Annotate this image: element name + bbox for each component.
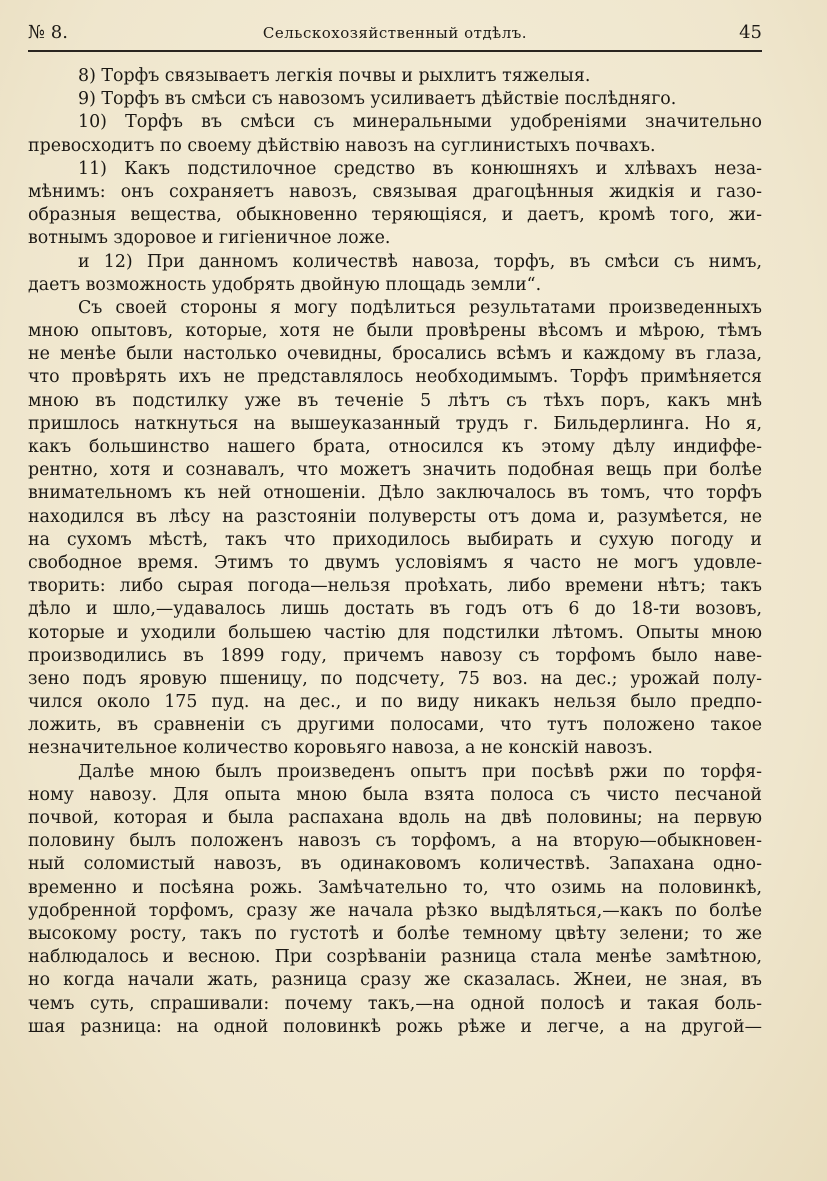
text-line-content: превосходитъ по своему дѣйствію навозъ на суглинистыхъ почвахъ. — [28, 135, 656, 156]
text-line-content: на сухомъ мѣстѣ, такъ что приходилось выбирать и сухую погоду и — [28, 529, 762, 550]
header-rule — [28, 50, 762, 52]
text-line — [28, 390, 762, 413]
text-line-content: мною опытовъ, которые, хотя не были провѣрены вѣсомъ и мѣрою, тѣмъ — [28, 321, 762, 342]
text-line — [28, 923, 762, 946]
text-line — [28, 274, 762, 297]
body-text — [28, 65, 762, 1039]
text-line — [28, 436, 762, 459]
text-line — [28, 946, 762, 969]
text-line-content: незначительное количество коровьяго навоза, а не конскій навозъ. — [28, 738, 653, 759]
text-line — [28, 482, 762, 505]
text-line-content: внимательномъ къ ней отношеніи. Дѣло заключалось въ томъ, что торфъ — [28, 483, 762, 504]
text-line-content: свободное время. Этимъ то двумъ условіямъ я часто не могъ удовле- — [28, 552, 762, 573]
text-line — [28, 111, 762, 134]
issue-number: № 8. — [28, 22, 68, 43]
text-line-content: 8) Торфъ связываетъ легкія почвы и рыхлитъ тяжелыя. — [78, 66, 591, 86]
text-line-content: чился около 175 пуд. на дес., и по виду никакъ нельзя было предпо- — [28, 692, 762, 713]
page-header — [28, 22, 762, 46]
text-line-content: даетъ возможность удобрять двойную площадь земли“. — [28, 274, 542, 295]
text-line — [28, 853, 762, 876]
text-line-content: ному навозу. Для опыта мною была взята полоса съ чисто песчаной — [28, 784, 762, 805]
text-line — [28, 297, 762, 320]
text-line-content: пришлось наткнуться на вышеуказанный трудъ г. Бильдерлинга. Но я, — [28, 413, 762, 434]
text-line-content: шая разница: на одной половинкѣ рожь рѣже и легче, а на другой— — [28, 1016, 762, 1037]
text-line — [28, 552, 762, 575]
text-line — [28, 1016, 762, 1039]
text-line — [28, 366, 762, 389]
text-line — [28, 227, 762, 250]
text-line — [28, 158, 762, 181]
text-line-content: что провѣрять ихъ не представлялось необходимымъ. Торфъ примѣняется — [28, 367, 762, 388]
text-line — [28, 993, 762, 1016]
text-line-content: Далѣе мною былъ произведенъ опытъ при посѣвѣ ржи по торфя- — [78, 761, 762, 782]
text-line-content: зено подъ яровую пшеницу, по подсчету, 75 воз. на дес.; урожай полу- — [28, 668, 762, 689]
text-line — [28, 413, 762, 436]
text-line-content: удобренной торфомъ, сразу же начала рѣзко выдѣляться,—какъ по болѣе — [28, 900, 762, 921]
text-line-content: рентно, хотя и сознавалъ, что можетъ значить подобная вещь при болѣе — [28, 460, 762, 481]
text-line — [28, 691, 762, 714]
text-line-content: Съ своей стороны я могу подѣлиться результатами произведенныхъ — [78, 297, 762, 318]
text-line — [28, 668, 762, 691]
text-line-content: ный соломистый навозъ, въ одинаковомъ количествѣ. Запахана одно- — [28, 854, 762, 875]
text-line — [28, 598, 762, 621]
text-line — [28, 65, 762, 88]
text-line-content: почвой, которая и была распахана вдоль на двѣ половины; на первую — [28, 808, 762, 828]
text-line-content: 10) Торфъ въ смѣси съ минеральными удобреніями значительно — [78, 112, 762, 133]
text-line — [28, 343, 762, 366]
text-line-content: мѣнимъ: онъ сохраняетъ навозъ, связывая драгоцѣнныя жидкія и газо- — [28, 181, 762, 202]
text-line — [28, 251, 762, 274]
text-line-content: и 12) При данномъ количествѣ навоза, торфъ, въ смѣси съ нимъ, — [78, 251, 762, 272]
text-line — [28, 506, 762, 529]
text-line-content: половину былъ положенъ навозъ съ торфомъ, а на вторую—обыкновен- — [28, 831, 762, 852]
text-line — [28, 320, 762, 343]
page-number: 45 — [739, 22, 762, 43]
text-line-content: временно и посѣяна рожь. Замѣчательно то, что озимь на половинкѣ, — [28, 877, 762, 898]
text-line-content: ложить, въ сравненіи съ другими полосами, что тутъ положено такое — [28, 715, 762, 736]
text-line — [28, 645, 762, 668]
text-line — [28, 459, 762, 482]
text-line-content: какъ большинство нашего брата, относился къ этому дѣлу индиффе- — [28, 437, 762, 457]
text-line-content: не менѣе были настолько очевидны, бросались всѣмъ и каждому въ глаза, — [28, 344, 762, 365]
text-line — [28, 877, 762, 900]
text-line-content: мною въ подстилку уже въ теченіе 5 лѣтъ съ тѣхъ поръ, какъ мнѣ — [28, 390, 762, 411]
text-line-content: которые и уходили большею частію для подстилки лѣтомъ. Опыты мною — [28, 622, 762, 643]
text-line-content: высокому росту, такъ по густотѣ и болѣе темному цвѣту зелени; то же — [28, 923, 762, 944]
text-line — [28, 135, 762, 158]
text-line — [28, 784, 762, 807]
text-line-content: вотнымъ здоровое и гигіеничное ложе. — [28, 228, 391, 249]
text-line-content: производились въ 1899 году, причемъ навозу съ торфомъ было наве- — [28, 645, 762, 666]
text-line-content: но когда начали жать, разница сразу же сказалась. Жнеи, не зная, въ — [28, 970, 762, 991]
text-line — [28, 622, 762, 645]
text-line — [28, 529, 762, 552]
text-line-content: 9) Торфъ въ смѣси съ навозомъ усиливаетъ дѣйствіе послѣдняго. — [78, 89, 677, 110]
text-line — [28, 830, 762, 853]
text-line — [28, 88, 762, 111]
text-line-content: находился въ лѣсу на разстояніи полуверсты отъ дома и, разумѣется, не — [28, 506, 762, 527]
text-line — [28, 204, 762, 227]
text-line — [28, 575, 762, 598]
section-title: Сельскохозяйственный отдѣлъ. — [262, 24, 528, 42]
text-line-content: образныя вещества, обыкновенно теряющіяся, и даетъ, кромѣ того, жи- — [28, 205, 762, 226]
text-line-content: дѣло и шло,—удавалось лишь достать въ годъ отъ 6 до 18-ти возовъ, — [28, 599, 762, 620]
text-line — [28, 714, 762, 737]
text-line-content: наблюдалось и весною. При созрѣваніи разница стала менѣе замѣтною, — [28, 947, 762, 968]
text-line — [28, 737, 762, 760]
text-line — [28, 761, 762, 784]
text-line — [28, 807, 762, 830]
text-line-content: творить: либо сырая погода—нельзя проѣхать, либо времени нѣтъ; такъ — [28, 576, 762, 597]
text-line — [28, 900, 762, 923]
text-line-content: чемъ суть, спрашивали: почему такъ,—на одной полосѣ и такая боль- — [28, 993, 762, 1014]
text-line-content: 11) Какъ подстилочное средство въ конюшняхъ и хлѣвахъ неза- — [78, 158, 762, 179]
text-line — [28, 181, 762, 204]
text-line — [28, 969, 762, 992]
